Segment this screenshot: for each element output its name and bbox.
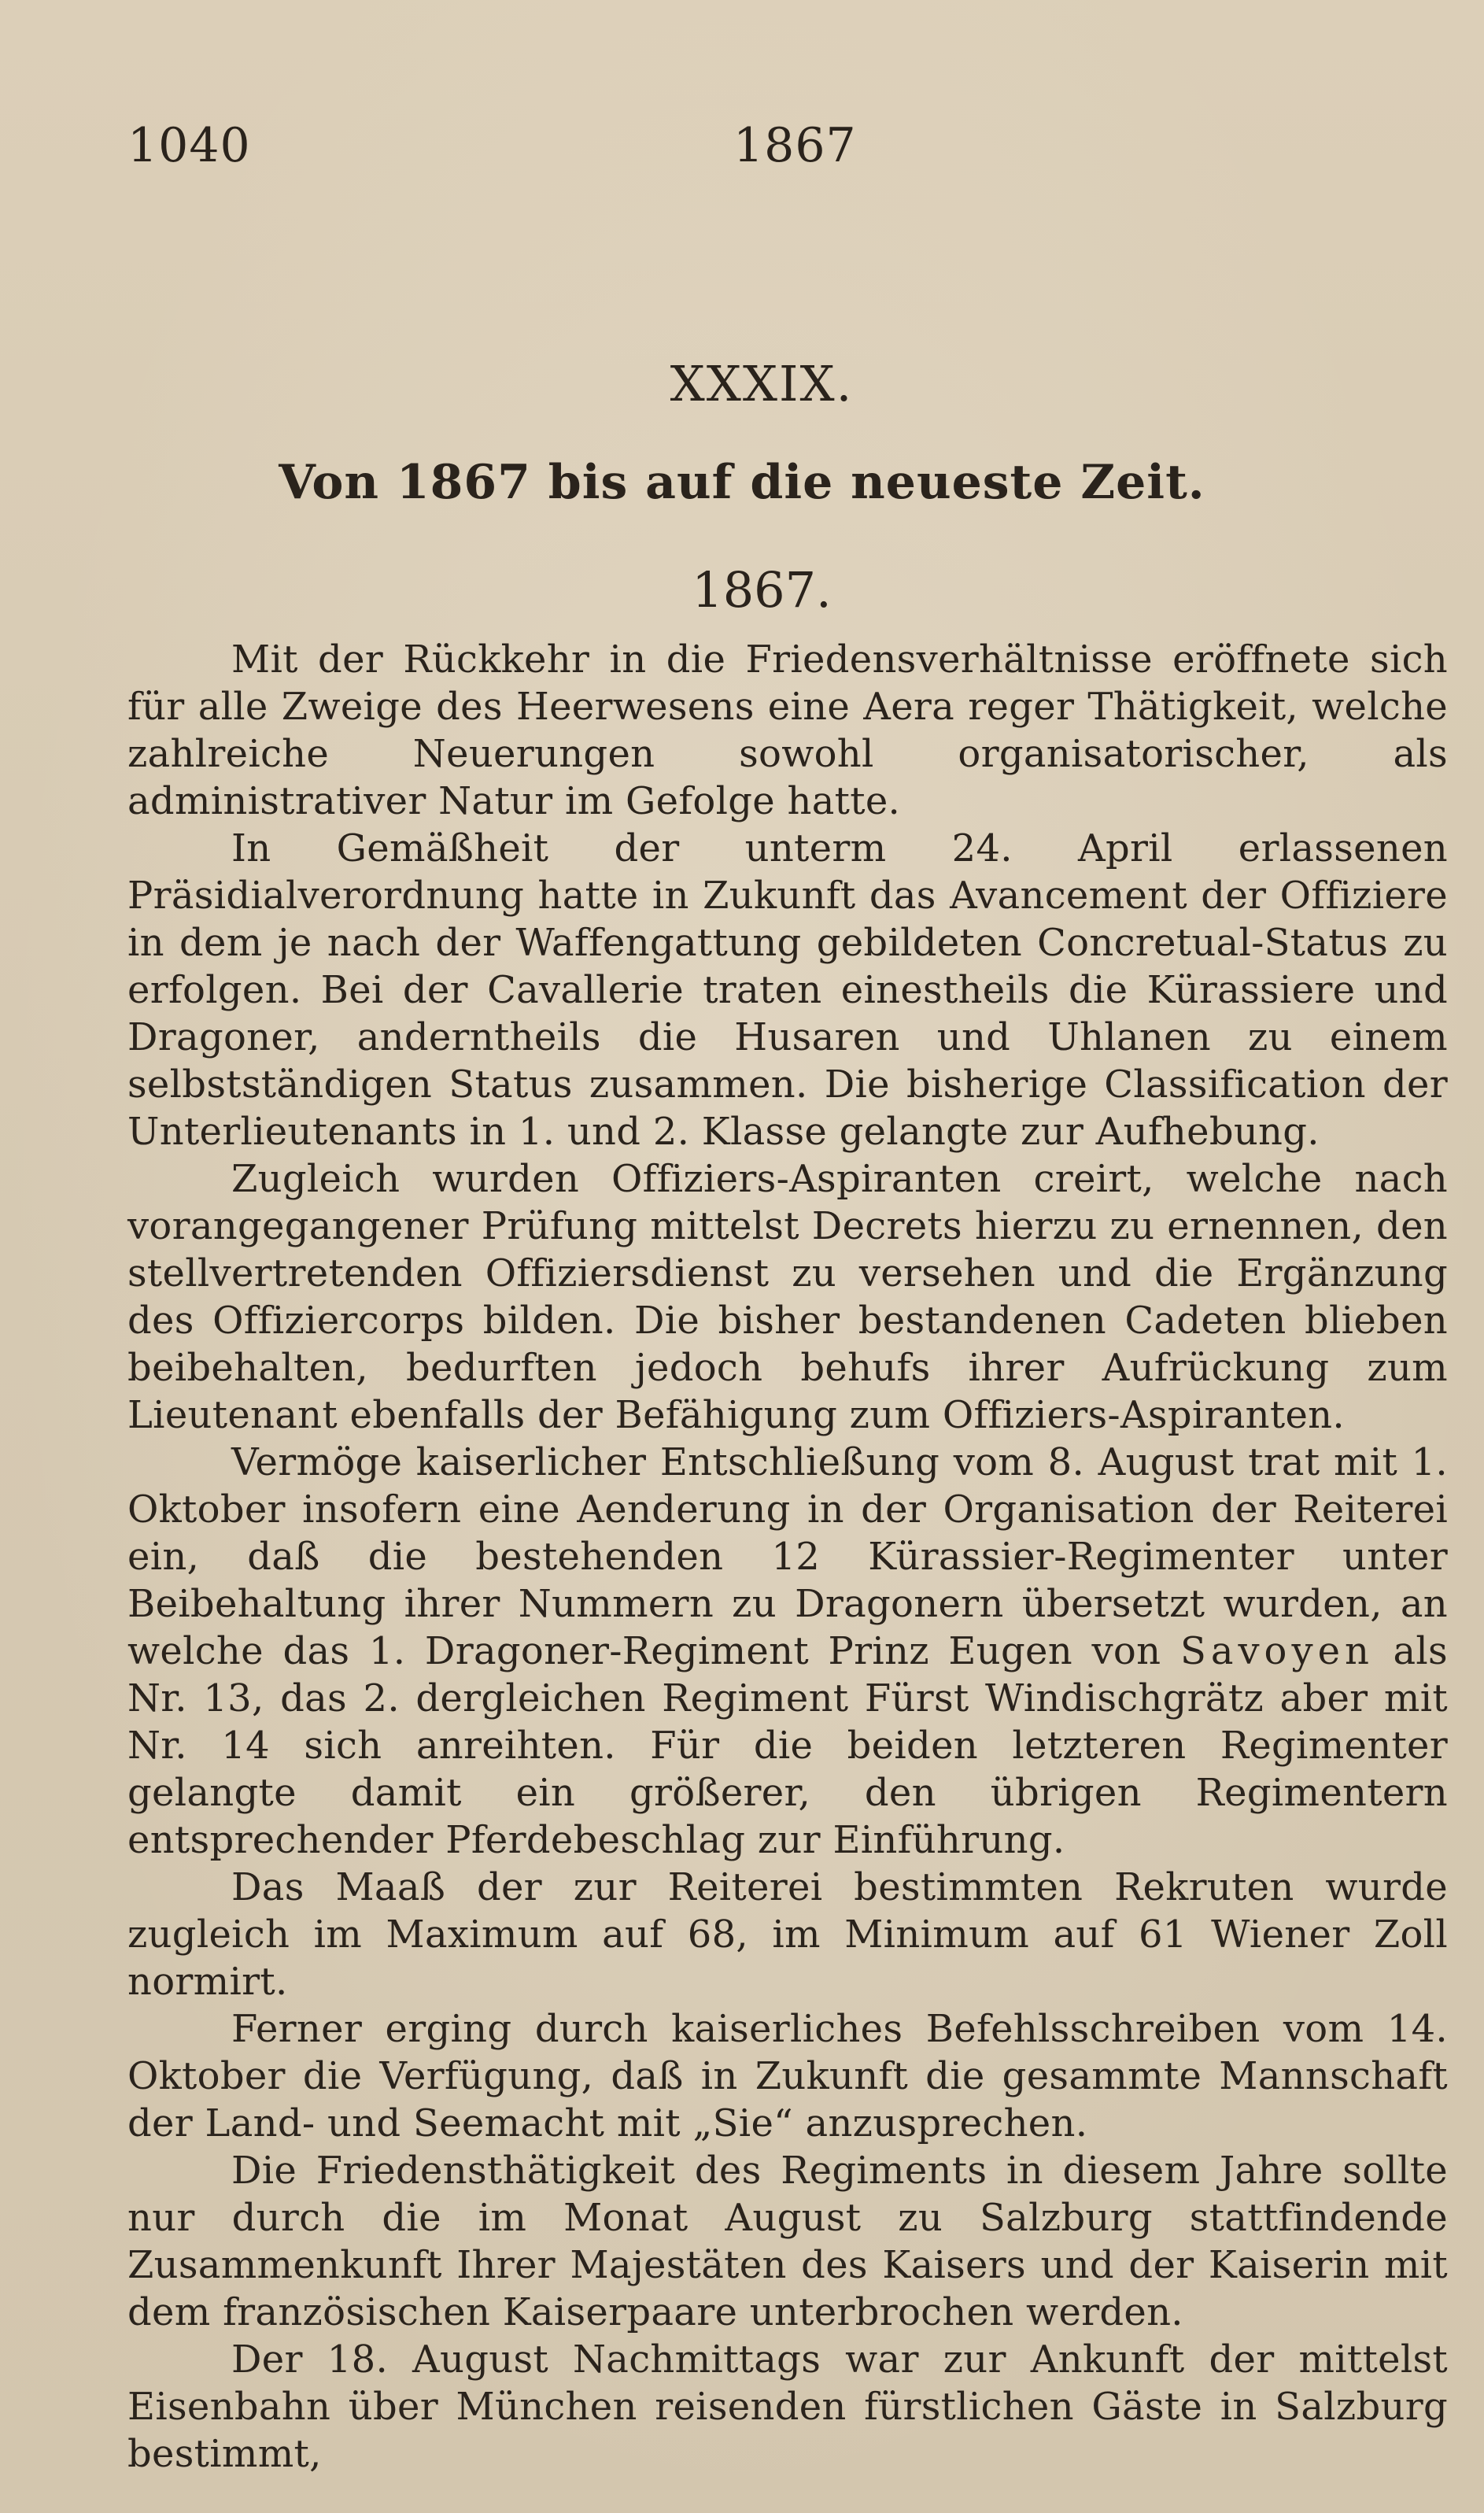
paragraph (127, 1439, 1448, 1864)
paragraph-text: als Nr. 13, das 2. dergleichen Regiment Fürst Windischgrätz aber mit Nr. 14 sich anreihten. Für die beiden letzteren Regimenter gelangte damit ein größerer, den übrigen Regimentern entsprechender Pferdebeschlag zur Einführung. (127, 1629, 1448, 1862)
page-number: 1040 (127, 118, 251, 173)
spaced-name: Savoyen (1179, 1629, 1374, 1673)
paragraph: Ferner erging durch kaiserliches Befehlsschreiben vom 14. Oktober die Verfügung, daß in Zukunft die gesammte Mannschaft der Land- und Seemacht mit „Sie“ anzusprechen. (127, 2007, 1448, 2145)
chapter-title: Von 1867 bis auf die neueste Zeit. (279, 455, 1205, 510)
paragraph: Die Friedensthätigkeit des Regiments in diesem Jahre sollte nur durch die im Monat August zu Salzburg stattfindende Zusammenkunft Ihrer Majestäten des Kaisers und der Kaiserin mit dem französischen Kaiserpaare unterbrochen werden. (127, 2149, 1448, 2334)
running-head-year: 1867 (733, 118, 857, 173)
paragraph: Zugleich wurden Offiziers-Aspiranten creirt, welche nach vorangegangener Prüfung mittelst Decrets hierzu zu ernennen, den stellvertretenden Offiziersdienst zu versehen und die Ergänzung des Offiziercorps bilden. Die bisher bestandenen Cadeten blieben beibehalten, bedurften jedoch behufs ihrer Aufrückung zum Lieutenant ebenfalls der Befähigung zum Offiziers-Aspiranten. (127, 1157, 1448, 1437)
paragraph: In Gemäßheit der unterm 24. April erlassenen Präsidialverordnung hatte in Zukunft das Avancement der Offiziere in dem je nach der Waffengattung gebildeten Concretual-Status zu erfolgen. Bei der Cavallerie traten einestheils die Kürassiere und Dragoner, anderntheils die Husaren und Uhlanen zu einem selbstständigen Status zusammen. Die bisherige Classification der Unterlieutenants in 1. und 2. Klasse gelangte zur Aufhebung. (127, 826, 1448, 1154)
chapter-number: XXXIX. (670, 355, 854, 412)
year-heading: 1867. (692, 561, 832, 619)
paragraph: Mit der Rückkehr in die Friedensverhältnisse eröffnete sich für alle Zweige des Heerwesens eine Aera reger Thätigkeit, welche zahlreiche Neuerungen sowohl organisatorischer, als administrativer Natur im Gefolge hatte. (127, 637, 1448, 823)
body-text (127, 636, 1448, 2478)
paragraph-text: Vermöge kaiserlicher Entschließung vom 8. August trat mit 1. Oktober insofern eine Aenderung in der Organisation der Reiterei ein, daß die bestehenden 12 Kürassier-Regimenter unter Beibehaltung ihrer Nummern zu Dragonern übersetzt wurden, an welche das 1. Dragoner-Regiment Prinz Eugen von (127, 1440, 1448, 1673)
paragraph: Das Maaß der zur Reiterei bestimmten Rekruten wurde zugleich im Maximum auf 68, im Minimum auf 61 Wiener Zoll normirt. (127, 1865, 1448, 2004)
paragraph: Der 18. August Nachmittags war zur Ankunft der mittelst Eisenbahn über München reisenden fürstlichen Gäste in Salzburg bestimmt, (127, 2337, 1448, 2476)
page-header (127, 118, 1449, 181)
